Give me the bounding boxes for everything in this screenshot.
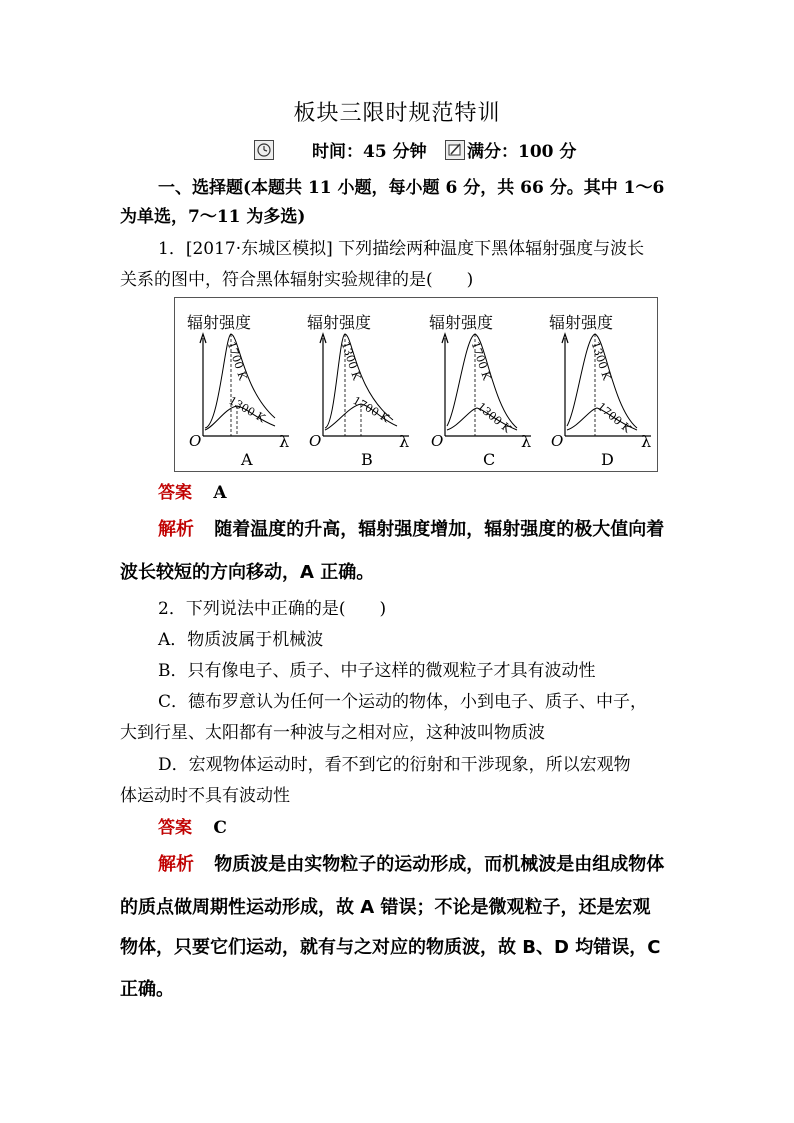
q2-analysis-text1: 物质波是由实物粒子的运动形成，而机械波是由组成物体 — [214, 854, 665, 875]
answer-value: C — [213, 818, 227, 838]
q1-stem-line1: 1．[2017·东城区模拟] 下列描绘两种温度下黑体辐射强度与波长 — [158, 239, 645, 259]
panel-label-b: B — [361, 450, 373, 469]
panel-label-d: D — [601, 450, 614, 469]
answer-label: 答案 — [158, 483, 192, 503]
origin-a: O — [189, 432, 202, 450]
panel-label-a: A — [241, 450, 253, 469]
q2-analysis-line1 — [158, 852, 664, 878]
panel-label-c: C — [483, 450, 496, 469]
blackbody-figure — [174, 297, 658, 472]
full-score: 满分：100 分 — [467, 142, 577, 162]
q2-analysis-line4: 正确。 — [120, 979, 174, 1000]
q1-analysis-line1 — [158, 517, 664, 543]
q1-analysis-line2: 波长较短的方向移动，A 正确。 — [120, 562, 375, 583]
panel-c — [417, 298, 535, 472]
q1-answer — [158, 481, 227, 505]
time-limit: 时间：45 分钟 — [312, 142, 427, 162]
q2-option-b: B．只有像电子、质子、中子这样的微观粒子才具有波动性 — [158, 661, 596, 681]
q2-option-c-line2: 大到行星、太阳都有一种波与之相对应，这种波叫物质波 — [120, 723, 545, 743]
clock-icon — [254, 140, 274, 160]
xlabel-d: λ — [641, 432, 652, 451]
xlabel-b: λ — [399, 432, 410, 451]
section-heading-line2: 为单选，7～11 为多选) — [120, 207, 306, 227]
page-title: 板块三限时规范特训 — [293, 101, 501, 126]
origin-b: O — [309, 432, 322, 450]
q2-option-d-line2: 体运动时不具有波动性 — [120, 786, 290, 806]
analysis-label: 解析 — [158, 519, 194, 540]
q2-stem: 2．下列说法中正确的是( ) — [158, 599, 387, 619]
q2-analysis-line2: 的质点做周期性运动形成，故 A 错误；不论是微观粒子，还是宏观 — [120, 897, 651, 918]
short-curve-label-a: 1300 K — [226, 394, 268, 426]
q2-option-d-line1: D．宏观物体运动时，看不到它的衍射和干涉现象，所以宏观物 — [158, 755, 631, 775]
short-curve-label-b: 1700 K — [350, 394, 392, 426]
answer-label: 答案 — [158, 818, 192, 838]
q2-analysis-line3: 物体，只要它们运动，就有与之对应的物质波，故 B、D 均错误，C — [120, 937, 661, 958]
panel-a — [175, 298, 293, 472]
q2-option-c-line1: C．德布罗意认为任何一个运动的物体，小到电子、质子、中子， — [158, 692, 648, 712]
ylabel-d: 辐射强度 — [549, 313, 614, 332]
section-heading-line1: 一、选择题(本题共 11 小题，每小题 6 分，共 66 分。其中 1～6 — [158, 178, 665, 198]
origin-c: O — [431, 432, 444, 450]
xlabel-a: λ — [279, 432, 290, 451]
short-curve-label-c: 1300 K — [474, 400, 514, 436]
tall-curve-label-a: 1700 K — [224, 340, 250, 382]
tall-curve-label-b: 1300 K — [338, 340, 364, 382]
panel-d — [537, 298, 655, 472]
exam-meta — [0, 140, 794, 168]
tall-curve-label-c: 1700 K — [468, 340, 494, 382]
ylabel-a: 辐射强度 — [187, 313, 252, 332]
q2-option-a: A．物质波属于机械波 — [158, 630, 324, 650]
q1-analysis-text1: 随着温度的升高，辐射强度增加，辐射强度的极大值向着 — [214, 519, 665, 540]
tall-curve-label-d: 1300 K — [588, 340, 614, 382]
panel-b — [295, 298, 413, 472]
q2-answer — [158, 816, 227, 840]
ylabel-b: 辐射强度 — [307, 313, 372, 332]
xlabel-c: λ — [521, 432, 532, 451]
origin-d: O — [551, 432, 564, 450]
ylabel-c: 辐射强度 — [429, 313, 494, 332]
answer-value: A — [213, 483, 227, 503]
analysis-label: 解析 — [158, 854, 194, 875]
q1-stem-line2: 关系的图中，符合黑体辐射实验规律的是( ) — [120, 270, 474, 290]
pencil-icon — [445, 140, 465, 160]
short-curve-label-d: 1700 K — [594, 400, 634, 436]
